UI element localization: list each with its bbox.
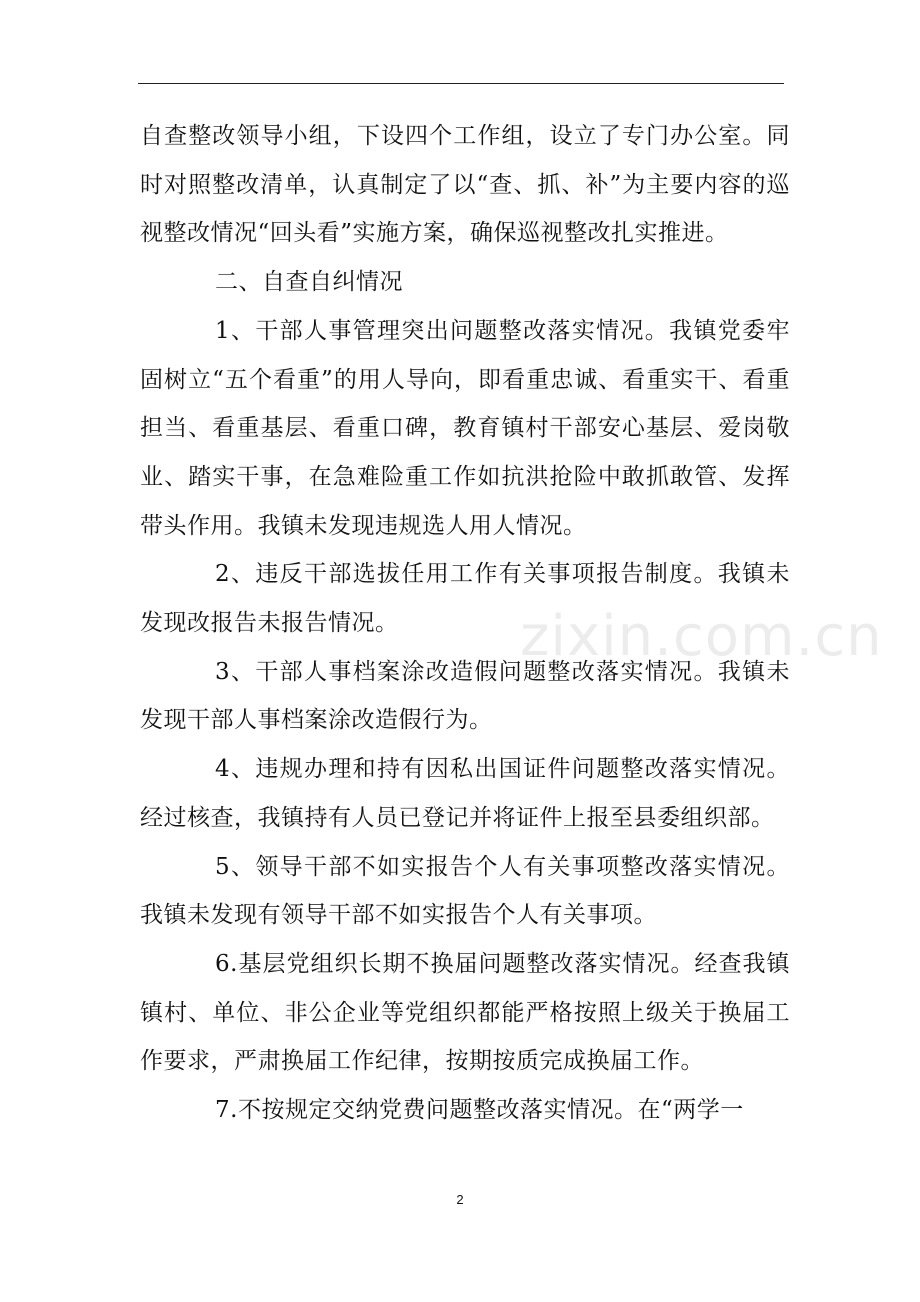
paragraph: 3、干部人事档案涂改造假问题整改落实情况。我镇未发现干部人事档案涂改造假行为。 [140, 658, 790, 734]
watermark: zixin.com.cn [520, 604, 883, 669]
paragraph: 1、干部人事管理突出问题整改落实情况。我镇党委牢固树立“五个看重”的用人导向，即看重忠诚、看重实干、看重担当、看重基层、看重口碑，教育镇村干部安心基层、爱岗敬业、踏实干事，在急难险重工作如抗洪抢险中敢抓敢管、发挥带头作用。我镇未发现违规选人用人情况。 [140, 317, 790, 539]
paragraph: 5、领导干部不如实报告个人有关事项整改落实情况。我镇未发现有领导干部不如实报告个人有关事项。 [140, 853, 790, 929]
document-body [140, 112, 790, 1135]
page-number: 2 [456, 1192, 464, 1207]
section-heading: 二、自查自纠情况 [215, 269, 403, 296]
paragraph: 7.不按规定交纳党费问题整改落实情况。在“两学一 [215, 1097, 744, 1124]
header-rule [138, 83, 784, 84]
paragraph: 自查整改领导小组，下设四个工作组，设立了专门办公室。同时对照整改清单，认真制定了以“查、抓、补”为主要内容的巡视整改情况“回头看”实施方案，确保巡视整改扎实推进。 [140, 123, 790, 247]
paragraph: 2、违反干部选拔任用工作有关事项报告制度。我镇未发现改报告未报告情况。 [140, 561, 790, 637]
paragraph: 6.基层党组织长期不换届问题整改落实情况。经查我镇镇村、单位、非公企业等党组织都能严格按照上级关于换届工作要求，严肃换届工作纪律，按期按质完成换届工作。 [140, 950, 790, 1075]
paragraph: 4、违规办理和持有因私出国证件问题整改落实情况。经过核查，我镇持有人员已登记并将证件上报至县委组织部。 [140, 756, 790, 831]
